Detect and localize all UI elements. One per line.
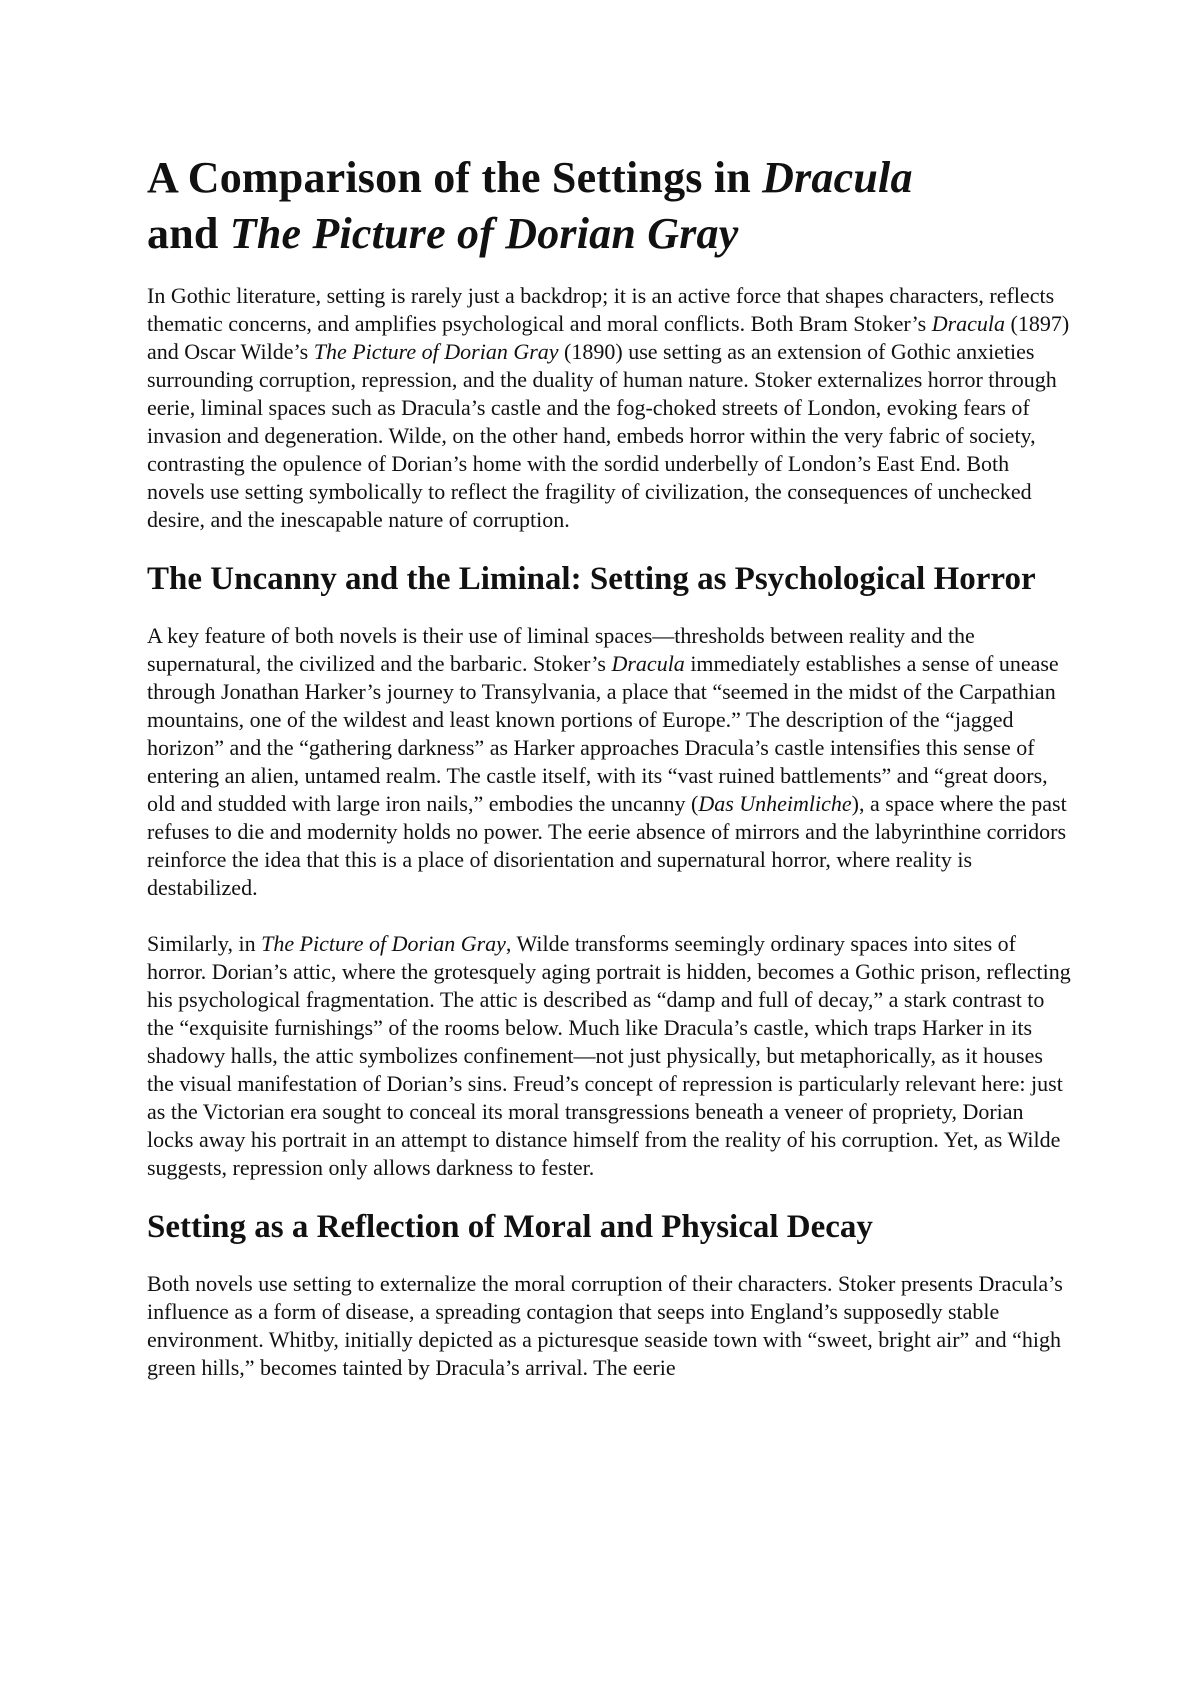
document-title: A Comparison of the Settings in Dracula and The Picture of Dorian Gray <box>147 153 913 258</box>
document-page <box>147 150 1072 1382</box>
section-heading-decay: Setting as a Reflection of Moral and Physical Decay <box>147 1209 873 1245</box>
section-heading-uncanny: The Uncanny and the Liminal: Setting as Psychological Horror <box>147 561 1036 597</box>
paragraph-moral-decay: Both novels use setting to externalize the moral corruption of their characters. Stoker presents Dracula’s influence as a form of disease, a spreading contagion that seeps into England’s supposedly stable environment. Whitby, initially depicted as a picturesque seaside town with “sweet, bright air” and “high green hills,” becomes tainted by Dracula’s arrival. The eerie <box>147 1271 1063 1380</box>
intro-paragraph: In Gothic literature, setting is rarely just a backdrop; it is an active force that shapes characters, reflects thematic concerns, and amplifies psychological and moral conflicts. Both Bram Stoker’s Dracula (1897) and Oscar Wilde’s The Picture of Dorian Gray (1890) use setting as an extension of Gothic anxieties surrounding corruption, repression, and the duality of human nature. Stoker externalizes horror through eerie, liminal spaces such as Dracula’s castle and the fog-choked streets of London, evoking fears of invasion and degeneration. Wilde, on the other hand, embeds horror within the very fabric of society, contrasting the opulence of Dorian’s home with the sordid underbelly of London’s East End. Both novels use setting symbolically to reflect the fragility of civilization, the consequences of unchecked desire, and the inescapable nature of corruption. <box>147 283 1070 532</box>
paragraph-liminal-spaces: A key feature of both novels is their use of liminal spaces—thresholds between reality and the supernatural, the civilized and the barbaric. Stoker’s Dracula immediately establishes a sense of unease through Jonathan Harker’s journey to Transylvania, a place that “seemed in the midst of the Carpathian mountains, one of the wildest and least known portions of Europe.” The description of the “jagged horizon” and the “gathering darkness” as Harker approaches Dracula’s castle intensifies this sense of entering an alien, untamed realm. The castle itself, with its “vast ruined battlements” and “great doors, old and studded with large iron nails,” embodies the uncanny (Das Unheimliche), a space where the past refuses to die and modernity holds no power. The eerie absence of mirrors and the labyrinthine corridors reinforce the idea that this is a place of disorientation and supernatural horror, where reality is destabilized. <box>147 623 1067 900</box>
paragraph-dorian-attic: Similarly, in The Picture of Dorian Gray, Wilde transforms seemingly ordinary spaces into sites of horror. Dorian’s attic, where the grotesquely aging portrait is hidden, becomes a Gothic prison, reflecting his psychological fragmentation. The attic is described as “damp and full of decay,” a stark contrast to the “exquisite furnishings” of the rooms below. Much like Dracula’s castle, which traps Harker in its shadowy halls, the attic symbolizes confinement—not just physically, but metaphorically, as it houses the visual manifestation of Dorian’s sins. Freud’s concept of repression is particularly relevant here: just as the Victorian era sought to conceal its moral transgressions beneath a veneer of propriety, Dorian locks away his portrait in an attempt to distance himself from the reality of his corruption. Yet, as Wilde suggests, repression only allows darkness to fester. <box>147 931 1071 1180</box>
